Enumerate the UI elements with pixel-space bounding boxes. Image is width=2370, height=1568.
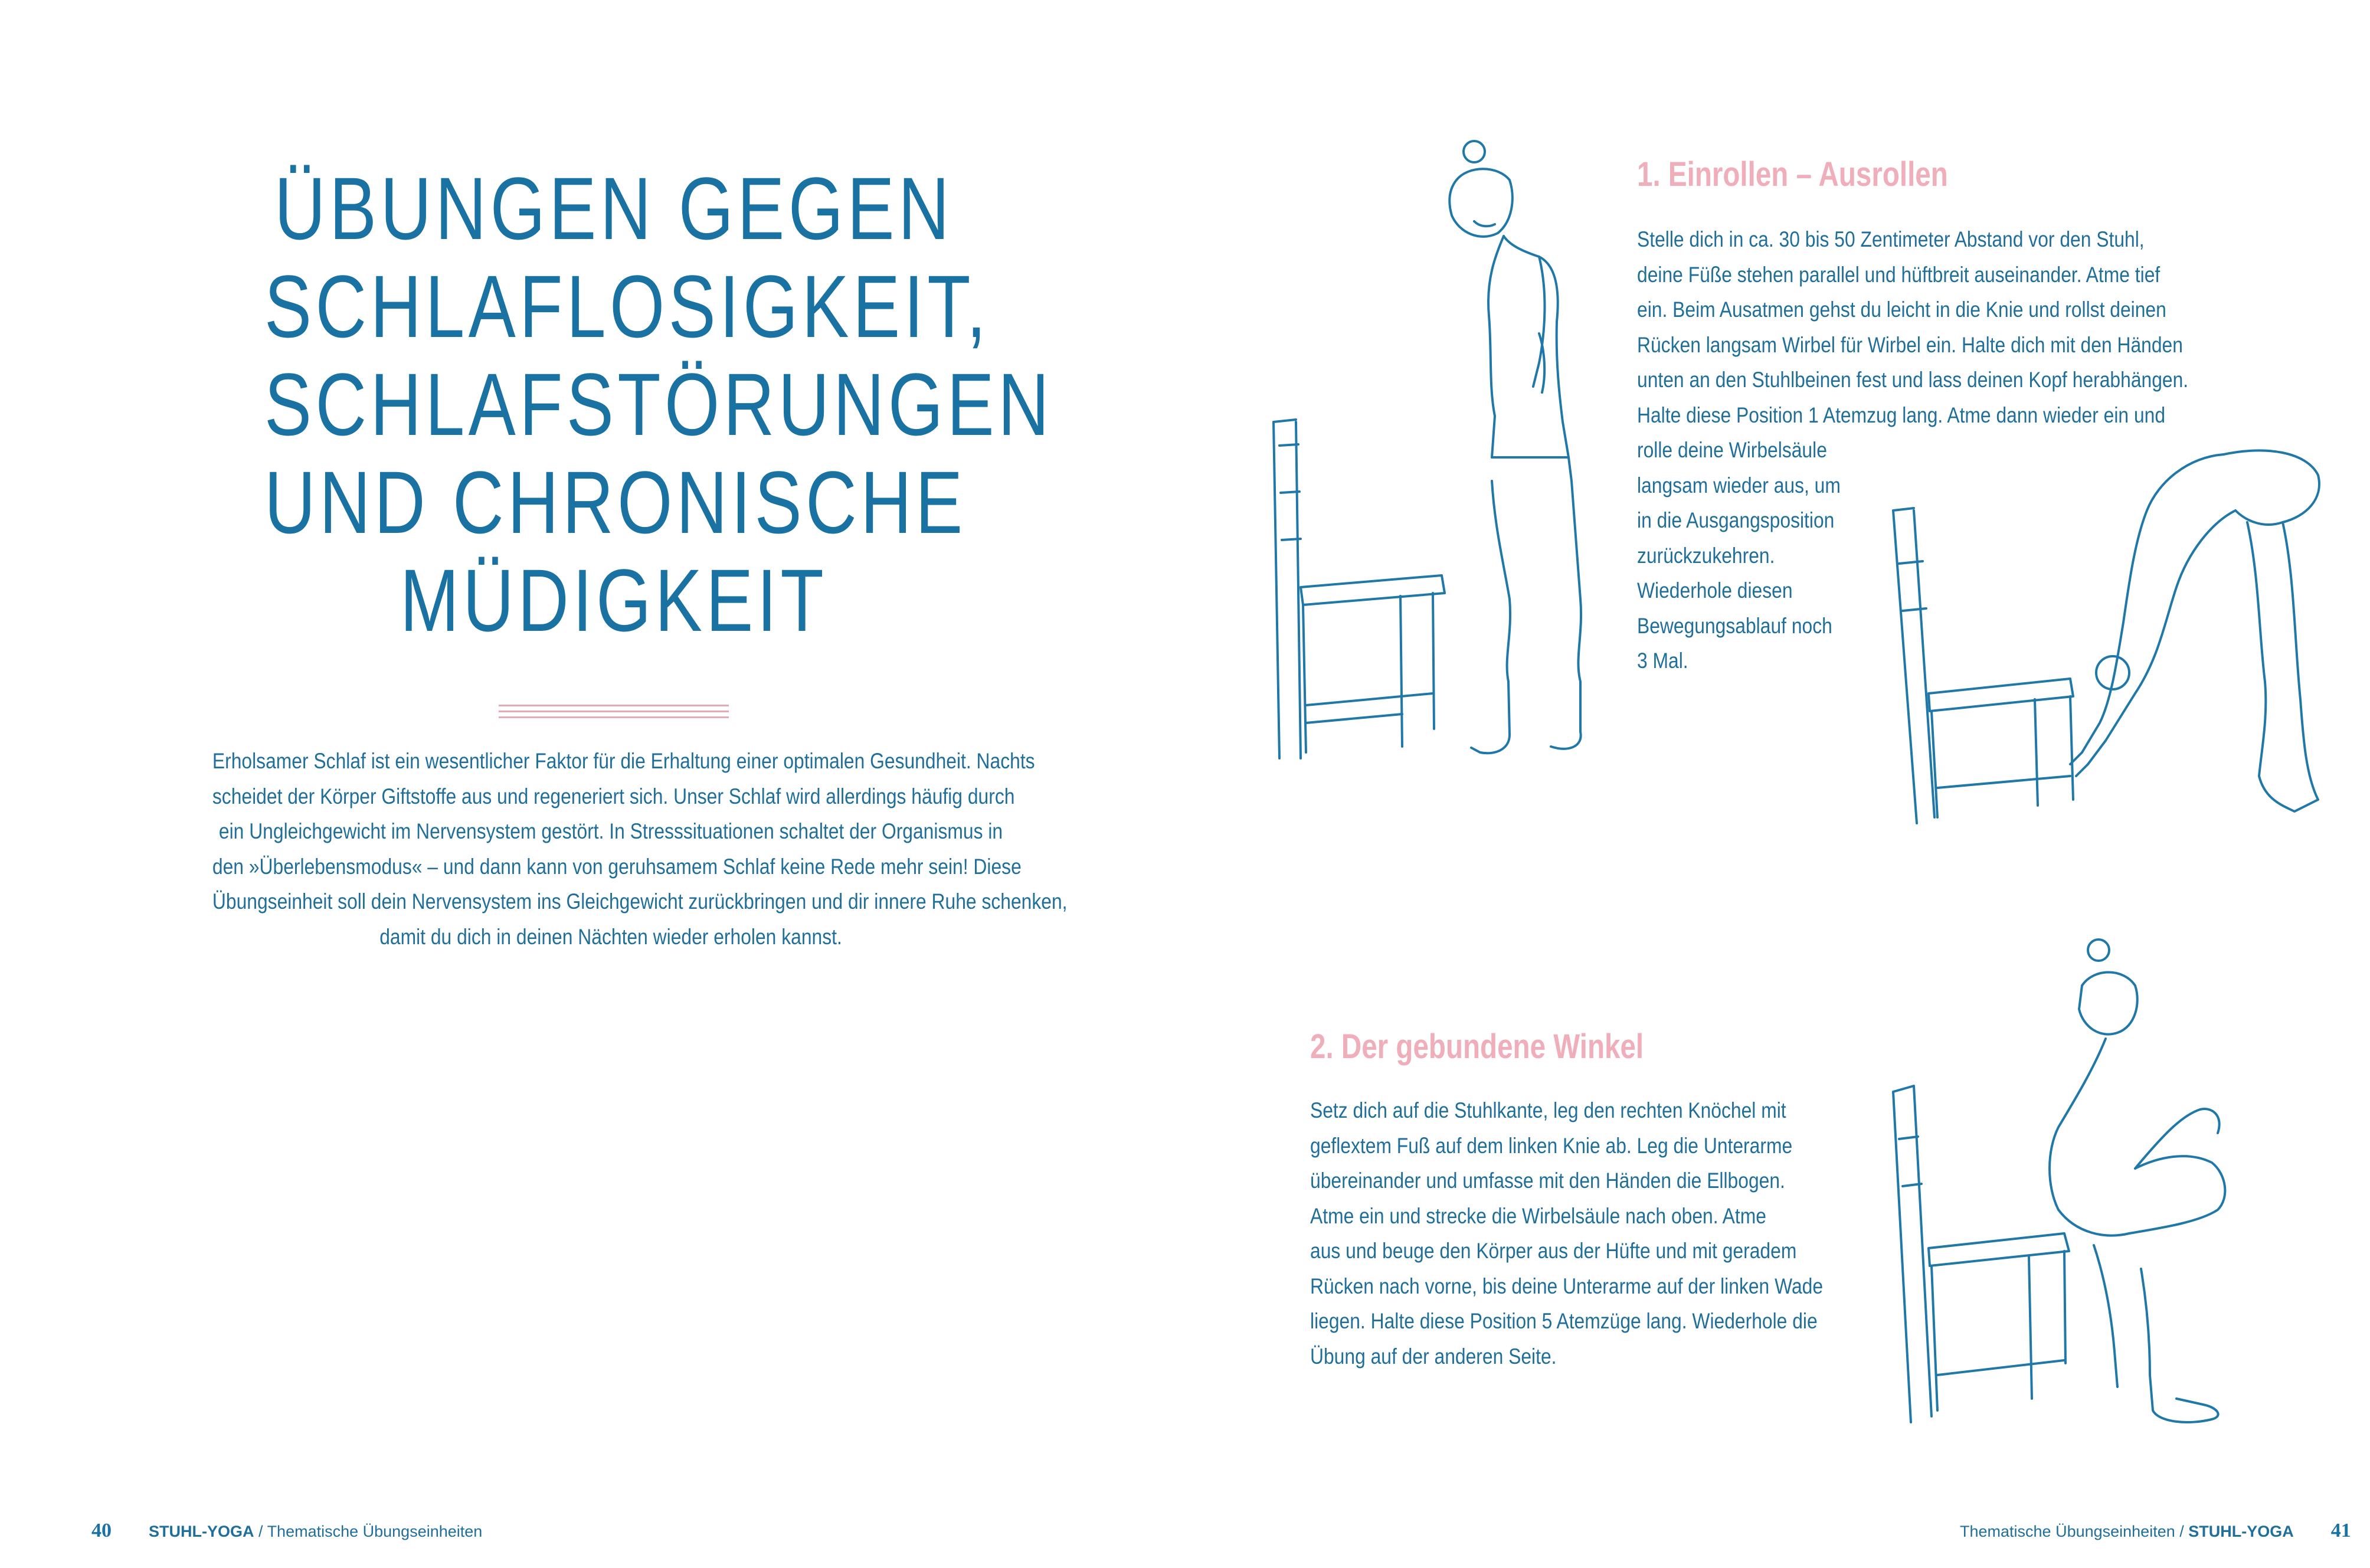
intro-line: damit du dich in deinen Nächten wieder erholen kannst.	[379, 924, 842, 949]
exercise-1-line: rolle deine Wirbelsäule	[1637, 438, 1827, 462]
intro-line: Übungseinheit soll dein Nervensystem ins Gleichgewicht zurückbringen und dir innere Ruhe schenken,	[212, 889, 1068, 914]
exercise-1-line: unten an den Stuhlbeinen fest und lass deinen Kopf herabhängen.	[1637, 368, 2189, 392]
footer-separator: /	[254, 1523, 267, 1540]
exercise-1-line: langsam wieder aus, um	[1637, 473, 1841, 497]
intro-line: scheidet der Körper Giftstoffe aus und regeneriert sich. Unser Schlaf wird allerdings häufig durch	[212, 784, 1015, 808]
exercise-2-line: liegen. Halte diese Position 5 Atemzüge lang. Wiederhole die	[1310, 1309, 1818, 1333]
exercise-1-line: 3 Mal.	[1637, 649, 1688, 673]
title-line-3: SCHLAFSTÖRUNGEN	[264, 355, 1053, 454]
chair-icon	[1274, 420, 1445, 758]
footer-left	[91, 1520, 482, 1542]
footer-right	[1960, 1520, 2351, 1542]
exercise-1-line: zurückzukehren.	[1637, 543, 1775, 568]
seated-bound-angle-woman-figure	[2050, 940, 2225, 1422]
standing-woman-figure	[1449, 141, 1581, 753]
title-line-5: MÜDIGKEIT	[400, 551, 828, 650]
exercise-1-line: ein. Beim Ausatmen gehst du leicht in die Knie und rollst deinen	[1637, 297, 2166, 322]
decorative-rule-3	[499, 716, 729, 718]
intro-line: Erholsamer Schlaf ist ein wesentlicher Faktor für die Erhaltung einer optimalen Gesundheit. Nachts	[212, 749, 1035, 773]
decorative-rule-2	[499, 711, 729, 712]
intro-paragraph	[212, 744, 1068, 954]
right-page	[1185, 0, 2370, 1568]
title-line-1: ÜBUNGEN GEGEN	[274, 159, 954, 258]
exercise-1-line: Rücken langsam Wirbel für Wirbel ein. Halte dich mit den Händen	[1637, 332, 2183, 357]
intro-line: ein Ungleichgewicht im Nervensystem gestört. In Stresssituationen schaltet der Organismus in	[218, 819, 1003, 843]
title-line-2: SCHLAFLOSIGKEIT,	[264, 257, 990, 356]
footer-separator: /	[2175, 1523, 2189, 1540]
exercise-1-text	[1637, 222, 2188, 679]
footer-section: Thematische Übungseinheiten	[1960, 1523, 2175, 1540]
page-number: 40	[91, 1520, 112, 1541]
title-line-4: UND CHRONISCHE	[264, 453, 967, 552]
chair-and-standing-woman-illustration	[1262, 139, 1687, 770]
exercise-2-line: Atme ein und strecke die Wirbelsäule nach oben. Atme	[1310, 1203, 1766, 1228]
page-title	[264, 159, 1053, 650]
footer-book-title: STUHL-YOGA	[2188, 1523, 2294, 1540]
footer-section: Thematische Übungseinheiten	[267, 1523, 483, 1540]
exercise-2-heading: 2. Der gebundene Winkel	[1310, 1027, 1644, 1066]
exercise-2-line: Rücken nach vorne, bis deine Unterarme auf der linken Wade	[1310, 1274, 1824, 1298]
footer-book-title: STUHL-YOGA	[149, 1523, 254, 1540]
exercise-2-line: geflextem Fuß auf dem linken Knie ab. Leg die Unterarme	[1310, 1133, 1793, 1158]
chair-icon	[1893, 1086, 2069, 1422]
exercise-2-line: übereinander und umfasse mit den Händen die Ellbogen.	[1310, 1168, 1785, 1193]
exercise-1-line: Wiederhole diesen	[1637, 578, 1793, 603]
exercise-1-line: Halte diese Position 1 Atemzug lang. Atme dann wieder ein und	[1637, 402, 2166, 427]
exercise-2-line: aus und beuge den Körper aus der Hüfte und mit geradem	[1310, 1239, 1797, 1263]
exercise-2-line: Übung auf der anderen Seite.	[1310, 1344, 1557, 1369]
exercise-1-heading: 1. Einrollen – Ausrollen	[1637, 155, 1948, 194]
chair-and-seated-woman-illustration	[1881, 938, 2259, 1434]
exercise-1-line: Bewegungsablauf noch	[1637, 613, 1832, 638]
exercise-2-text	[1310, 1093, 1823, 1374]
exercise-1-line: in die Ausgangsposition	[1637, 508, 1835, 532]
decorative-rule-1	[499, 705, 729, 706]
page-number: 41	[2330, 1520, 2351, 1541]
exercise-2-line: Setz dich auf die Stuhlkante, leg den rechten Knöchel mit	[1310, 1098, 1786, 1122]
exercise-1-line: Stelle dich in ca. 30 bis 50 Zentimeter Abstand vor den Stuhl,	[1637, 227, 2145, 251]
exercise-1-line: deine Füße stehen parallel und hüftbreit auseinander. Atme tief	[1637, 262, 2161, 287]
intro-line: den »Überlebensmodus« – und dann kann von geruhsamem Schlaf keine Rede mehr sein! Diese	[212, 854, 1022, 879]
